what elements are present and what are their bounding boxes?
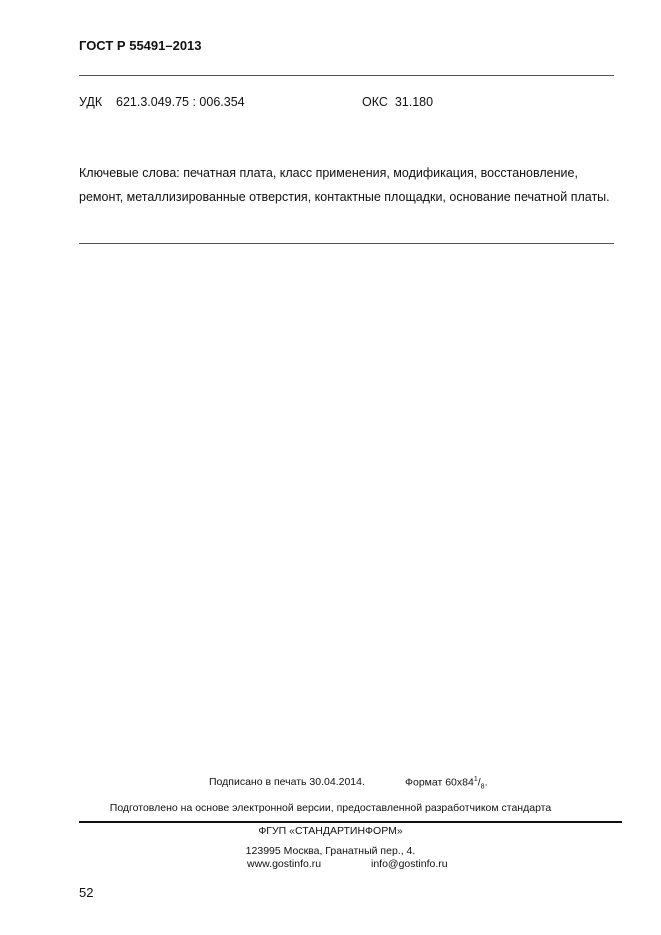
signed-date: Подписано в печать 30.04.2014.: [209, 776, 365, 788]
header-divider: [79, 75, 614, 76]
keywords-paragraph: Ключевые слова: печатная плата, класс применения, модификация, восстановление, ремонт, металлизированные отверстия, контактные площадки, основание печатной платы.: [79, 166, 610, 204]
prepared-note: Подготовлено на основе электронной версии, предоставленной разработчиком стандарта: [109, 802, 552, 814]
imprint-divider: [79, 821, 622, 823]
format-denominator: 8: [480, 783, 485, 791]
publisher-address: 123995 Москва, Гранатный пер., 4.: [245, 845, 416, 857]
udk-code: УДК 621.3.049.75 : 006.354: [79, 95, 245, 109]
page-number: 52: [79, 885, 94, 900]
publisher-website: www.gostinfo.ru: [247, 858, 322, 870]
format-numerator: 1: [473, 776, 478, 783]
keywords-divider: [79, 243, 614, 244]
publisher-email: info@gostinfo.ru: [371, 858, 448, 870]
oks-code: ОКС 31.180: [362, 95, 434, 109]
format-suffix: .: [484, 776, 488, 789]
format-prefix: Формат 60x84: [405, 776, 474, 789]
paper-format: Формат $60x84^1/_8$.: [405, 776, 488, 791]
publisher-name: ФГУП «СТАНДАРТИНФОРМ»: [258, 825, 403, 837]
document-header-title: ГОСТ Р 55491–2013: [79, 38, 202, 53]
